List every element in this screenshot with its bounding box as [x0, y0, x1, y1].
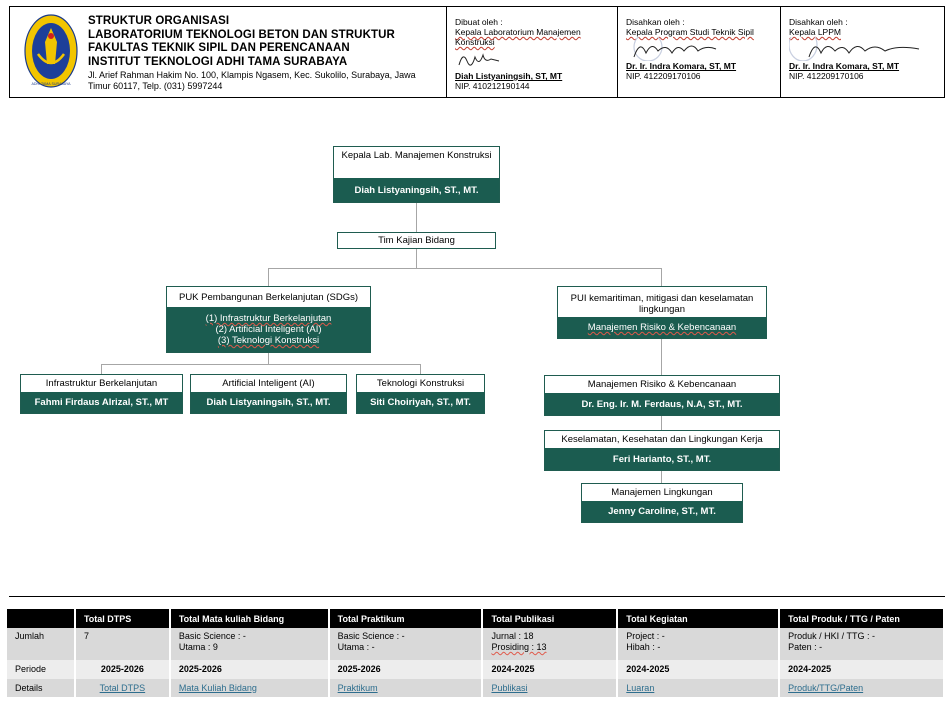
cell-periode: 2025-2026	[75, 660, 170, 679]
signature-nip: NIP. 410212190144	[455, 81, 530, 91]
cell-periode: 2024-2025	[482, 660, 617, 679]
cell-line: Basic Science : -	[337, 631, 405, 641]
cell-kegiatan	[617, 628, 779, 660]
link-luaran[interactable]: Luaran	[626, 682, 655, 693]
table-row-details	[7, 679, 944, 697]
section-divider	[9, 596, 945, 597]
org-line: LABORATORIUM TEKNOLOGI BETON DAN STRUKTUR	[88, 28, 395, 41]
puk-item: (3) Teknologi Konstruksi	[217, 335, 320, 346]
table-header-row	[7, 609, 944, 628]
box-puk-items	[167, 307, 370, 352]
org-line: FAKULTAS TEKNIK SIPIL DAN PERENCANAAN	[88, 42, 350, 54]
cell-line: Prosiding : 13	[491, 642, 547, 652]
signature-name: Dr. Ir. Indra Komara, ST, MT	[626, 61, 737, 71]
cell-periode: 2025-2026	[170, 660, 329, 679]
cell-link-wrap	[170, 679, 329, 697]
box-title: PUK Pembangunan Berkelanjutan (SDGs)	[178, 292, 358, 303]
signature-nip: NIP. 412209170106	[626, 71, 701, 81]
signature-lppm	[780, 7, 944, 97]
connector-line	[101, 364, 102, 374]
box-title: Infrastruktur Berkelanjutan	[45, 378, 158, 389]
org-identity	[10, 7, 446, 97]
signature-caption: Disahkan oleh :	[789, 17, 848, 27]
signature-role: Kepala Laboratorium Manajemen Konstruksi	[455, 27, 581, 47]
box-teknologi-konstruksi	[356, 374, 485, 414]
institute-logo	[24, 14, 78, 88]
signature-name: Diah Listyaningsih, ST, MT	[455, 71, 563, 81]
column-header: Total Publikasi	[482, 609, 617, 628]
column-header	[7, 609, 75, 628]
puk-item: (2) Artificial Inteligent (AI)	[215, 324, 322, 335]
cell-praktikum	[329, 628, 483, 660]
box-person-name: Siti Choiriyah, ST., MT.	[357, 392, 484, 413]
org-line: STRUKTUR ORGANISASI	[88, 15, 230, 27]
box-title: Kepala Lab. Manajemen Konstruksi	[341, 150, 492, 161]
link-total-dtps[interactable]: Total DTPS	[99, 682, 146, 693]
cell-line: Basic Science : -	[178, 631, 246, 641]
box-manajemen-lingkungan	[581, 483, 743, 523]
box-person-name: Fahmi Firdaus Alrizal, ST., MT	[21, 392, 182, 413]
cell-publikasi	[482, 628, 617, 660]
connector-line	[420, 364, 421, 374]
box-kepala-lab	[333, 146, 500, 203]
connector-line	[416, 249, 417, 269]
box-ai	[190, 374, 347, 414]
box-person-name: Jenny Caroline, ST., MT.	[582, 501, 742, 522]
column-header: Total Mata kuliah Bidang	[170, 609, 329, 628]
connector-line	[416, 203, 417, 232]
column-header: Total Produk / TTG / Paten	[779, 609, 944, 628]
link-produk-ttg-paten[interactable]: Produk/TTG/Paten	[788, 682, 864, 693]
handwritten-signature	[789, 37, 929, 61]
signature-role: Kepala LPPM	[789, 27, 841, 37]
summary-table	[7, 609, 945, 697]
box-manajemen-risiko	[544, 375, 780, 416]
box-person-name: Feri Harianto, ST., MT.	[545, 448, 779, 470]
puk-item: (1) Infrastruktur Berkelanjutan	[205, 313, 332, 324]
column-header: Total Praktikum	[329, 609, 483, 628]
cell-link-wrap	[779, 679, 944, 697]
box-person-name: Diah Listyaningsih, ST., MT.	[334, 178, 499, 202]
cell-line: Utama : -	[337, 642, 375, 652]
cell-link-wrap	[75, 679, 170, 697]
connector-line	[661, 471, 662, 483]
connector-line	[268, 268, 269, 286]
cell-line: Jurnal : 18	[491, 631, 534, 641]
connector-line	[661, 339, 662, 375]
org-address: Jl. Arief Rahman Hakim No. 100, Klampis Ngasem, Kec. Sukolilo, Surabaya, Jawa Timur 60117, Telp. (031) 5997244	[88, 70, 416, 91]
box-title: Teknologi Konstruksi	[376, 378, 465, 389]
table-row-jumlah	[7, 628, 944, 660]
box-subtitle	[558, 317, 766, 338]
signature-name: Dr. Ir. Indra Komara, ST, MT	[789, 61, 900, 71]
table-row-periode	[7, 660, 944, 679]
row-label: Periode	[7, 660, 75, 679]
row-label: Details	[7, 679, 75, 697]
box-title: Tim Kajian Bidang	[378, 235, 455, 246]
org-line: INSTITUT TEKNOLOGI ADHI TAMA SURABAYA	[88, 55, 348, 68]
handwritten-signature	[455, 47, 515, 71]
box-person-name: Dr. Eng. Ir. M. Ferdaus, N.A, ST., MT.	[545, 393, 779, 415]
cell-periode: 2025-2026	[329, 660, 483, 679]
cell-mata-kuliah	[170, 628, 329, 660]
box-k3l	[544, 430, 780, 471]
cell-line: Hibah : -	[626, 642, 661, 652]
box-title: Artificial Inteligent (AI)	[222, 378, 315, 389]
signature-caption: Dibuat oleh :	[455, 17, 503, 27]
column-header: Total DTPS	[75, 609, 170, 628]
cell-line: Produk / HKI / TTG : -	[788, 631, 875, 641]
handwritten-signature	[626, 37, 746, 61]
box-pui-kemaritiman	[557, 286, 767, 339]
row-label: Jumlah	[7, 628, 75, 660]
link-praktikum[interactable]: Praktikum	[337, 682, 378, 693]
signature-nip: NIP. 412209170106	[789, 71, 864, 81]
connector-line	[661, 268, 662, 286]
box-puk-sdgs	[166, 286, 371, 353]
org-title-block	[88, 15, 438, 92]
column-header: Total Kegiatan	[617, 609, 779, 628]
cell-periode: 2024-2025	[779, 660, 944, 679]
box-title: PUI kemaritiman, mitigasi dan keselamatan lingkungan	[570, 293, 754, 315]
document-header	[9, 6, 945, 98]
box-tim-kajian	[337, 232, 496, 249]
pui-subtitle: Manajemen Risiko & Kebencanaan	[587, 322, 737, 333]
cell-dtps: 7	[75, 628, 170, 660]
link-mata-kuliah-bidang[interactable]: Mata Kuliah Bidang	[178, 682, 257, 693]
box-person-name: Diah Listyaningsih, ST., MT.	[191, 392, 346, 413]
cell-produk	[779, 628, 944, 660]
signature-creator	[446, 7, 617, 97]
signature-role: Kepala Program Studi Teknik Sipil	[626, 27, 754, 37]
connector-line	[101, 364, 421, 365]
box-title: Keselamatan, Kesehatan dan Lingkungan Kerja	[561, 434, 763, 445]
signature-caption: Disahkan oleh :	[626, 17, 685, 27]
connector-line	[268, 353, 269, 364]
cell-line: Paten : -	[788, 642, 823, 652]
box-infrastruktur	[20, 374, 183, 414]
cell-line: Utama : 9	[178, 642, 218, 652]
cell-line: Project : -	[626, 631, 665, 641]
signature-kaprodi	[617, 7, 780, 97]
cell-link-wrap	[482, 679, 617, 697]
connector-line	[661, 416, 662, 430]
logo-lettering: ADHI TAMA SURABAYA	[31, 82, 71, 86]
cell-link-wrap	[329, 679, 483, 697]
cell-link-wrap	[617, 679, 779, 697]
box-title: Manajemen Lingkungan	[611, 487, 713, 498]
link-publikasi[interactable]: Publikasi	[491, 682, 528, 693]
cell-periode: 2024-2025	[617, 660, 779, 679]
box-title: Manajemen Risiko & Kebencanaan	[587, 379, 737, 390]
connector-line	[268, 268, 662, 269]
